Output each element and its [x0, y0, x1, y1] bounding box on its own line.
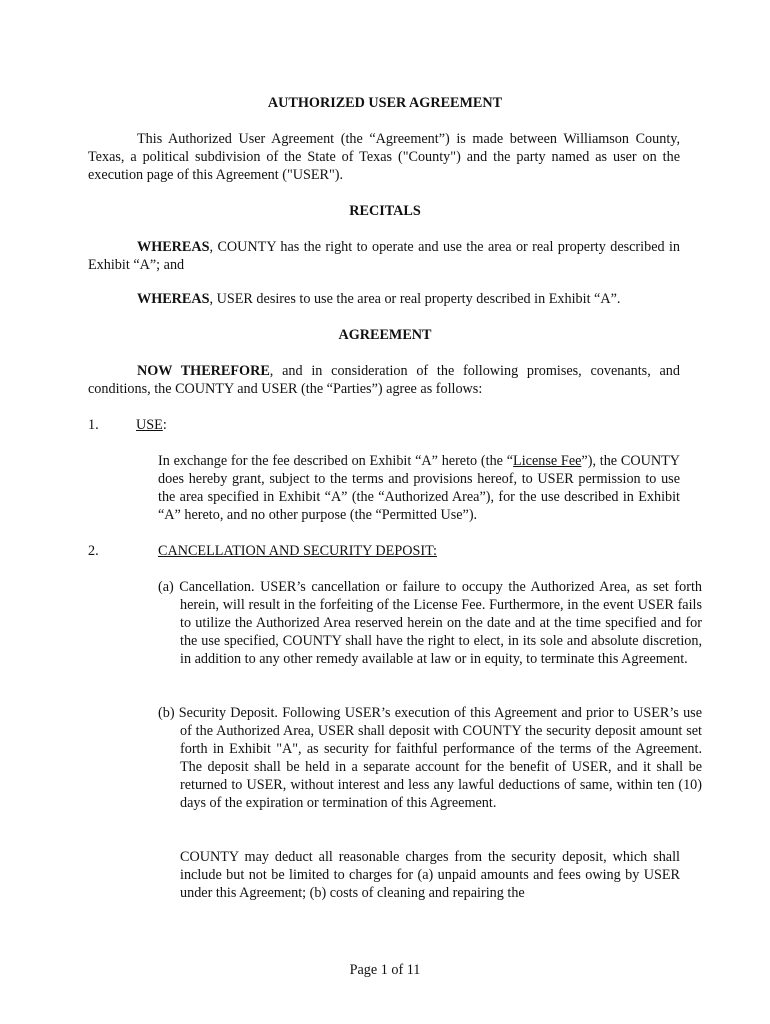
- now-therefore-label: NOW THEREFORE: [137, 363, 270, 379]
- recital-1-text: , COUNTY has the right to operate and use the area or real property described in Exhibit “A”; and: [88, 239, 680, 273]
- recital-1: [88, 238, 680, 274]
- section-1-number: 1.: [88, 417, 99, 433]
- section-1-title: [136, 416, 167, 434]
- section-1-text: [158, 452, 680, 524]
- section-2-number: 2.: [88, 543, 99, 559]
- section-1-text-part1: In exchange for the fee described on Exhibit “A” hereto (the “: [158, 453, 514, 469]
- page-number: Page 1 of 11: [349, 962, 421, 978]
- recital-2-text: , USER desires to use the area or real property described in Exhibit “A”.: [209, 291, 621, 307]
- intro-paragraph: This Authorized User Agreement (the “Agreement”) is made between Williamson County, Texas, a political subdivision of the State of Texas ("County") and the party named as user on the execution page of this Agreement ("USER").: [88, 131, 680, 183]
- whereas-label-1: WHEREAS: [137, 239, 210, 255]
- section-2-item-b-continued: COUNTY may deduct all reasonable charges from the security deposit, which shall include but not be limited to charges for (a) unpaid amounts and fees owing by USER under this Agreement; (b) costs of cleaning and repairing the: [180, 849, 680, 901]
- whereas-label-2: WHEREAS: [137, 291, 210, 307]
- section-2-item-b: (b) Security Deposit. Following USER’s execution of this Agreement and prior to USER’s use of the Authorized Area, USER shall deposit with COUNTY the security deposit amount set forth in Exhibit "A", as security for faithful performance of the terms of the Agreement. The deposit shall be held in a separate account for the benefit of USER, and it shall be returned to USER, without interest and less any lawful deductions of same, within ten (10) days of the expiration or termination of this Agreement.: [158, 705, 702, 811]
- agreement-heading: AGREEMENT: [338, 327, 432, 343]
- section-2-title: [158, 542, 437, 560]
- section-1-title-text: USE: [136, 417, 163, 433]
- section-2-item-a: (a) Cancellation. USER’s cancellation or failure to occupy the Authorized Area, as set forth herein, will result in the forfeiting of the License Fee. Furthermore, in the event USER fails to utilize the Authorized Area reserved herein on the date and at the time specified and for the use specified, COUNTY shall have the right to elect, in its sole and absolute discretion, in addition to any other remedy available at law or in equity, to terminate this Agreement.: [158, 579, 702, 667]
- document-title: AUTHORIZED USER AGREEMENT: [267, 95, 503, 111]
- section-1-colon: :: [162, 417, 167, 433]
- license-fee-term: License Fee: [513, 453, 582, 469]
- section-1-text-part2: ”), the COUNTY does hereby grant, subject to the terms and provisions hereof, to USER permission to use the area specified in Exhibit “A” (the “Authorized Area”), for the use described in Exhibit “A” hereto, and no other purpose (the “Permitted Use”).: [158, 453, 680, 523]
- recitals-heading: RECITALS: [349, 203, 421, 219]
- now-therefore-paragraph: [88, 362, 680, 398]
- now-therefore-text: , and in consideration of the following promises, covenants, and conditions, the COUNTY and USER (the “Parties”) agree as follows:: [88, 363, 680, 397]
- section-2-title-text: CANCELLATION AND SECURITY DEPOSIT:: [158, 543, 437, 559]
- recital-2: [88, 290, 680, 308]
